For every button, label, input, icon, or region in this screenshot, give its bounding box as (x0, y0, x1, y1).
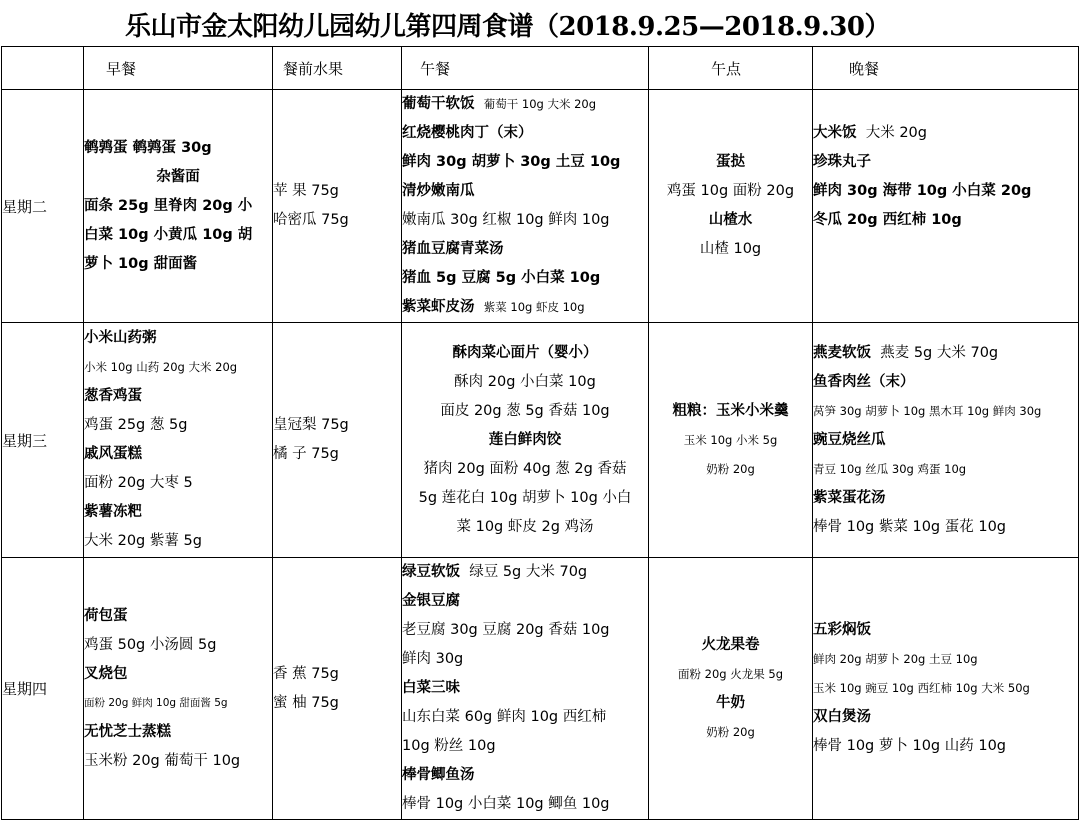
list-item: 猪肉 20g 面粉 40g 葱 2g 香菇 (423, 460, 627, 477)
snack-cell (649, 90, 813, 323)
list-item: 老豆腐 30g 豆腐 20g 香菇 10g (402, 622, 610, 638)
list-item: 鲜肉 30g (402, 651, 464, 667)
list-item: 苹 果 75g (273, 183, 339, 199)
list-item: 棒骨鲫鱼汤 (402, 767, 475, 783)
fruit-cell (273, 90, 402, 323)
list-item: 莲白鲜肉饺 (488, 431, 562, 448)
day-cell: 星期二 (2, 90, 84, 323)
list-item: 面粉 20g 火龙果 5g (677, 666, 783, 681)
list-item: 山东白菜 60g 鲜肉 10g 西红柿 (402, 709, 607, 725)
list-item: 棒骨 10g 紫菜 10g 蛋花 10g (813, 518, 1007, 535)
list-item: 酥肉菜心面片（婴小） (452, 344, 598, 361)
header-snack: 午点 (649, 47, 813, 90)
snack-cell (649, 323, 813, 558)
snack-cell (649, 558, 813, 820)
list-item: 五彩焖饭 (813, 622, 871, 638)
list-item: 香 蕉 75g (273, 665, 339, 682)
list-item: 葡萄干软饭 葡萄干 10g 大米 20g (402, 96, 597, 112)
list-item: 小米山药粥 (84, 330, 157, 346)
breakfast-cell (84, 90, 273, 323)
list-item: 橘 子 75g (273, 446, 339, 462)
list-item: 棒骨 10g 萝卜 10g 山药 10g (813, 738, 1007, 754)
list-item: 大米饭 大米 20g (813, 125, 927, 141)
list-item: 紫菜虾皮汤 紫菜 10g 虾皮 10g (402, 299, 585, 315)
list-item: 白菜三味 (402, 680, 460, 696)
header-day (2, 47, 84, 90)
table-row (2, 323, 1079, 558)
day-cell: 星期四 (2, 558, 84, 820)
lunch-cell (402, 90, 649, 323)
header-breakfast: 早餐 (84, 47, 273, 90)
list-item: 葱香鸡蛋 (84, 388, 142, 404)
day-cell: 星期三 (2, 323, 84, 558)
list-item: 蜜 柚 75g (273, 694, 339, 711)
list-item: 紫菜蛋花汤 (813, 489, 886, 506)
list-item: 玉米粉 20g 葡萄干 10g (84, 752, 241, 769)
list-item: 鸡蛋 10g 面粉 20g (666, 183, 795, 199)
list-item: 猪血 5g 豆腐 5g 小白菜 10g (402, 270, 601, 286)
list-item: 粗粮：玉米小米羹 (672, 402, 789, 419)
list-item: 面粉 20g 鲜肉 10g 甜面酱 5g (84, 696, 228, 709)
list-item: 面粉 20g 大枣 5 (84, 475, 193, 491)
list-item: 嫩南瓜 30g 红椒 10g 鲜肉 10g (402, 212, 610, 228)
table-row (2, 558, 1079, 820)
list-item: 5g 莲花白 10g 胡萝卜 10g 小白 (418, 489, 632, 506)
list-item: 小米 10g 山药 20g 大米 20g (84, 360, 238, 374)
list-item: 皇冠梨 75g (273, 417, 349, 433)
list-item: 鸡蛋 25g 葱 5g (84, 417, 188, 433)
list-item: 玉米 10g 豌豆 10g 西红柿 10g 大米 50g (813, 681, 1030, 695)
list-item: 青豆 10g 丝瓜 30g 鸡蛋 10g (813, 461, 967, 476)
dinner-cell (813, 90, 1079, 323)
fruit-cell (273, 558, 402, 820)
list-item: 大米 20g 紫薯 5g (84, 533, 202, 549)
list-item: 萝卜 10g 甜面酱 (84, 255, 198, 272)
list-item: 奶粉 20g (706, 724, 755, 739)
list-item: 珍珠丸子 (813, 154, 871, 170)
list-item: 紫薯冻粑 (84, 504, 142, 520)
list-item: 面条 25g 里脊肉 20g 小 (84, 197, 253, 214)
list-item: 鹌鹑蛋 鹌鹑蛋 30g (84, 139, 212, 156)
list-item: 鲜肉 30g 胡萝卜 30g 土豆 10g (402, 154, 621, 170)
lunch-cell (402, 323, 649, 558)
header-lunch: 午餐 (402, 47, 649, 90)
header-row (2, 47, 1079, 90)
list-item: 金银豆腐 (402, 593, 460, 609)
list-item: 蛋挞 (716, 154, 745, 170)
table-row (2, 90, 1079, 323)
list-item: 鲜肉 30g 海带 10g 小白菜 20g (813, 183, 1032, 199)
list-item: 酥肉 20g 小白菜 10g (454, 373, 596, 390)
page-title: 乐山市金太阳幼儿园幼儿第四周食谱（2018.9.25—2018.9.30） (125, 12, 890, 42)
breakfast-cell (84, 323, 273, 558)
list-item: 清炒嫩南瓜 (402, 183, 475, 199)
list-item: 山楂 10g (699, 241, 762, 257)
list-item: 哈密瓜 75g (273, 212, 349, 228)
list-item: 冬瓜 20g 西红柿 10g (813, 212, 962, 228)
fruit-cell (273, 323, 402, 558)
list-item: 绿豆软饭 绿豆 5g 大米 70g (402, 564, 588, 580)
list-item: 鸡蛋 50g 小汤圆 5g (84, 636, 217, 653)
list-item: 荷包蛋 (84, 607, 128, 624)
header-fruit: 餐前水果 (273, 47, 402, 90)
list-item: 鲜肉 20g 胡萝卜 20g 土豆 10g (813, 652, 978, 666)
list-item: 玉米 10g 小米 5g (683, 432, 778, 447)
list-item: 叉烧包 (84, 665, 128, 682)
list-item: 白菜 10g 小黄瓜 10g 胡 (84, 226, 253, 243)
list-item: 双白煲汤 (813, 709, 871, 725)
list-item: 燕麦软饭 燕麦 5g 大米 70g (813, 344, 999, 361)
list-item: 无忧芝士蒸糕 (84, 723, 171, 740)
lunch-cell (402, 558, 649, 820)
list-item: 奶粉 20g (706, 461, 755, 476)
list-item: 菜 10g 虾皮 2g 鸡汤 (456, 518, 594, 535)
list-item: 山楂水 (708, 212, 753, 228)
list-item: 莴笋 30g 胡萝卜 10g 黑木耳 10g 鲜肉 30g (813, 403, 1042, 418)
list-item: 猪血豆腐青菜汤 (402, 241, 504, 257)
list-item: 火龙果卷 (701, 636, 760, 653)
list-item: 红烧樱桃肉丁（末） (402, 125, 533, 141)
list-item: 杂酱面 (156, 168, 200, 185)
breakfast-cell (84, 558, 273, 820)
list-item: 10g 粉丝 10g (402, 738, 496, 754)
list-item: 牛奶 (716, 694, 745, 711)
menu-table (1, 46, 1079, 820)
dinner-cell (813, 323, 1079, 558)
list-item: 面皮 20g 葱 5g 香菇 10g (440, 402, 610, 419)
list-item: 棒骨 10g 小白菜 10g 鲫鱼 10g (402, 796, 610, 812)
list-item: 戚风蛋糕 (84, 446, 142, 462)
list-item: 鱼香肉丝（末） (813, 373, 915, 390)
header-dinner: 晚餐 (813, 47, 1079, 90)
list-item: 豌豆烧丝瓜 (813, 431, 886, 448)
dinner-cell (813, 558, 1079, 820)
